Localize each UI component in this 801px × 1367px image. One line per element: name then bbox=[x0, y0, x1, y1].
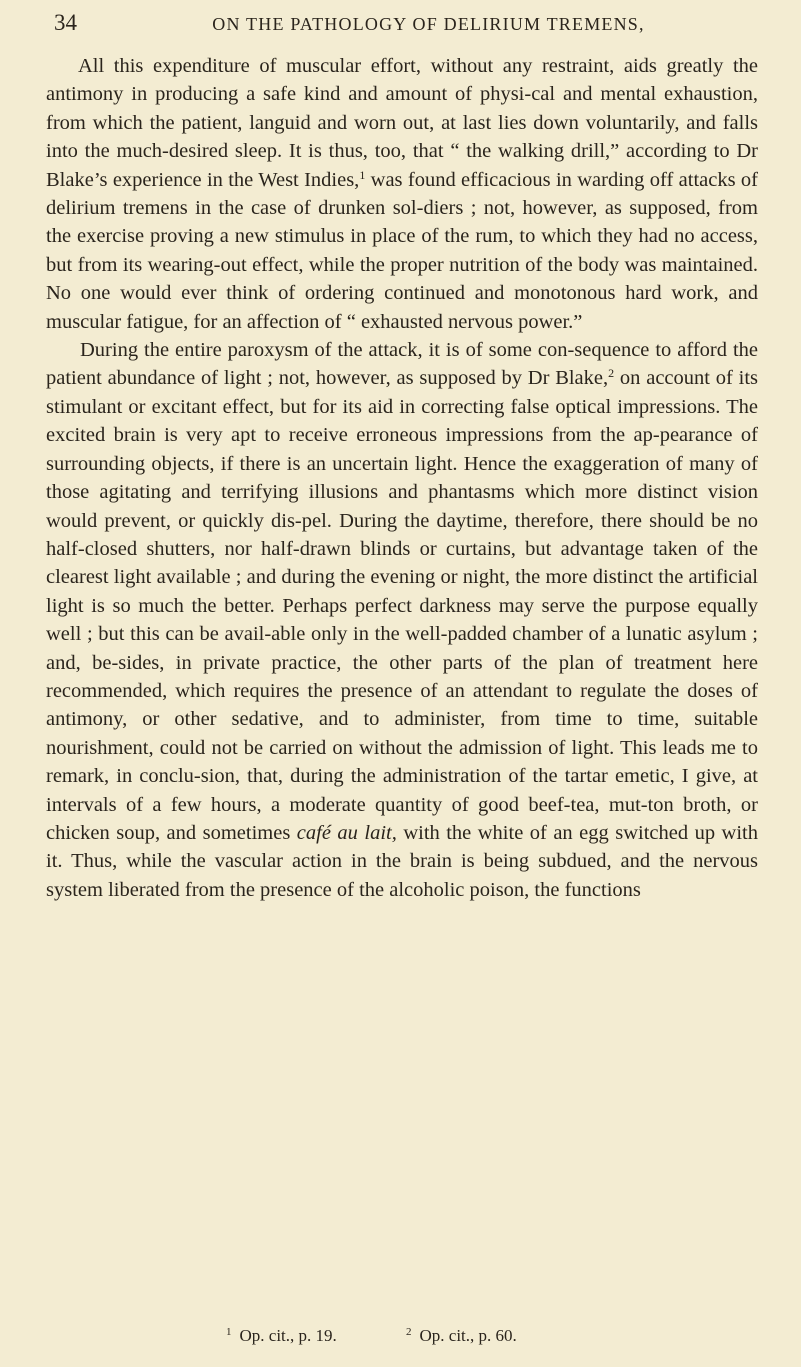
footnote-1 bbox=[226, 1326, 337, 1346]
paragraph-2-text-a: During the entire paroxysm of the attack, it is of some con-sequence to afford the patient abundance of light ; not, however, as supposed by Dr Blake, bbox=[46, 339, 758, 390]
paragraph-1-text-b: was found efficacious in warding off attacks of delirium tremens in the case of drunken sol-diers ; not, however, as supposed, from the exercise proving a new stimulus in place of the rum, to which they had no access, but from its wearing-out effect, while the proper nutrition of the body was maintained. No one would ever think of ordering continued and monotonous hard work, and muscular fatigue, for an affection of “ exhausted nervous power.” bbox=[46, 168, 758, 333]
footnote-1-mark: 1 bbox=[226, 1326, 232, 1338]
paragraph-2 bbox=[46, 336, 758, 904]
footnote-ref-1: 1 bbox=[359, 167, 366, 182]
page-number: 34 bbox=[54, 10, 77, 35]
body-text bbox=[46, 52, 758, 904]
footnote-1-text: Op. cit., p. 19. bbox=[239, 1326, 337, 1345]
paragraph-1-text-a: All this expenditure of muscular effort, without any restraint, aids greatly the antimony in producing a safe kind and amount of physi-cal and mental exhaustion, from which the patient, languid and worn out, at last lies down voluntarily, and falls into the much-desired sleep. It is thus, too, that “ the walking drill,” according to Dr Blake’s experience in the West Indies, bbox=[46, 55, 758, 191]
footnote-2 bbox=[406, 1326, 517, 1346]
footnote-ref-2: 2 bbox=[608, 366, 615, 381]
paragraph-2-text-c: with the white of an egg switched up with it. Thus, while the vascular action in the brain is being subdued, and the nervous system liberated from the presence of the alcoholic poison, the functions bbox=[46, 821, 758, 901]
italic-phrase: café au lait, bbox=[296, 821, 397, 844]
paragraph-2-text-b: on account of its stimulant or excitant effect, but for its aid in correcting false optical impressions. The excited brain is very apt to receive erroneous impressions from the ap-pearance of surrounding objects, if there is an uncertain light. Hence the exaggeration of many of those agitating and terrifying illusions and phantasms which more distinct vision would prevent, or quickly dis-pel. During the daytime, therefore, there should be no half-closed shutters, nor half-drawn blinds or curtains, but advantage taken of the clearest light available ; and during the evening or night, the more distinct the artificial light is so much the better. Perhaps perfect darkness may serve the purpose equally well ; but this can be avail-able only in the well-padded chamber of a lunatic asylum ; and, be-sides, in private practice, the other parts of the plan of treatment here recommended, which requires the presence of an attendant to regulate the doses of antimony, or other sedative, and to administer, from time to time, suitable nourishment, could not be carried on without the admission of light. This leads me to remark, in conclu-sion, that, during the administration of the tartar emetic, I give, at intervals of a few hours, a moderate quantity of good beef-tea, mut-ton broth, or chicken soup, and sometimes bbox=[46, 367, 758, 844]
running-head: ON THE PATHOLOGY OF DELIRIUM TREMENS, bbox=[212, 14, 645, 34]
paragraph-1 bbox=[46, 52, 758, 336]
page-header bbox=[46, 8, 756, 48]
footnote-2-mark: 2 bbox=[406, 1326, 412, 1338]
footnote-2-text: Op. cit., p. 60. bbox=[419, 1326, 517, 1345]
